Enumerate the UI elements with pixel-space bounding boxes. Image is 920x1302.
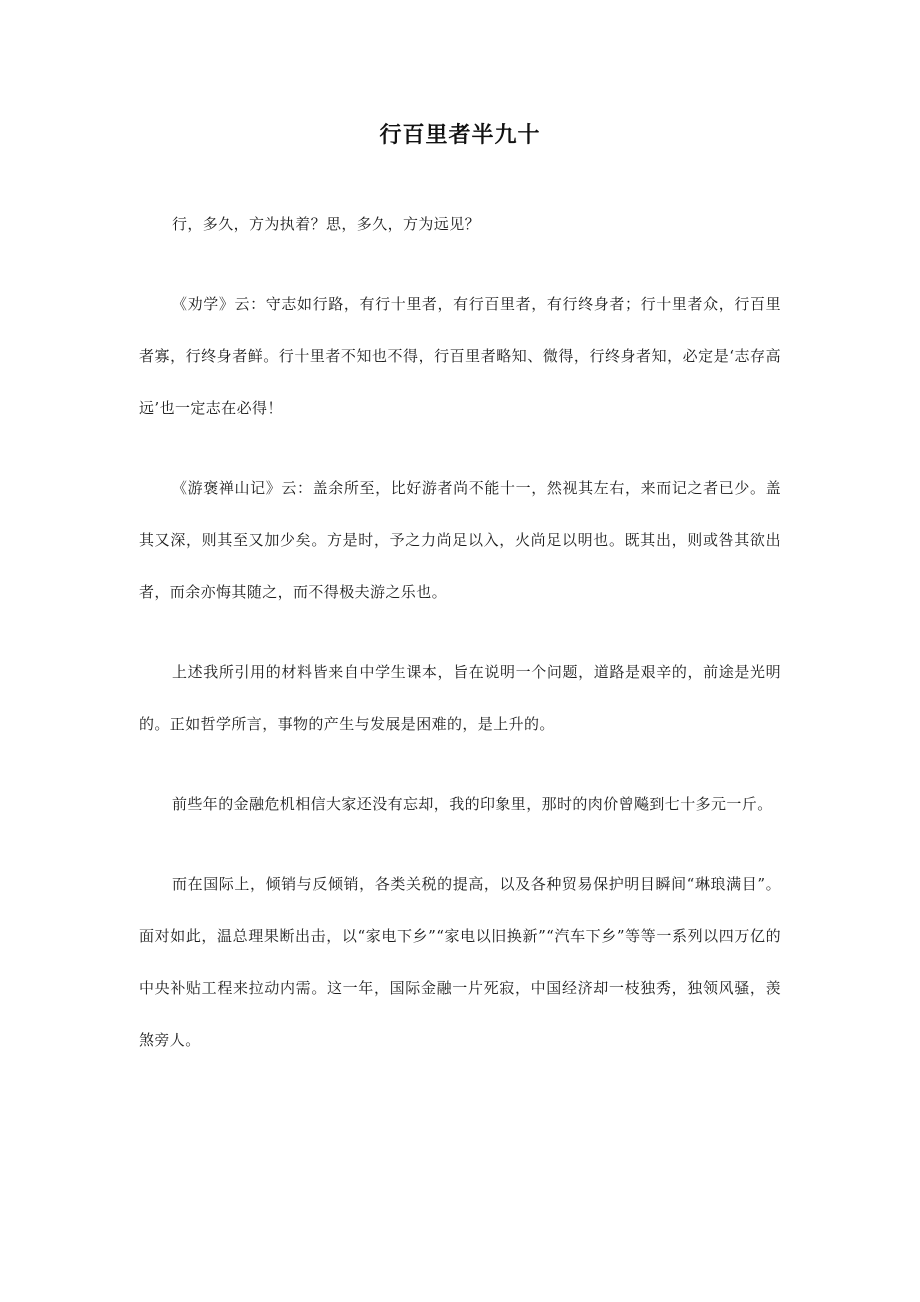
paragraph-spacer [139,618,781,646]
paragraph-4: 上述我所引用的材料皆来自中学生课本，旨在说明一个问题，道路是艰辛的，前途是光明的。正如哲学所言，事物的产生与发展是困难的，是上升的。 [139,663,781,733]
paragraph-spacer [139,830,781,858]
paragraph-2: 《劝学》云：守志如行路，有行十里者，有行百里者，有行终身者；行十里者众，行百里者寡，行终身者鲜。行十里者不知也不得，行百里者略知、微得，行终身者知，必定是‘志存高远’也一定志在必得！ [139,295,781,417]
document-body [139,198,781,1066]
paragraph-spacer [139,434,781,462]
document-title: 行百里者半九十 [379,123,541,148]
paragraph-spacer [139,250,781,278]
paragraph-spacer [139,750,781,778]
paragraph-6: 而在国际上，倾销与反倾销，各类关税的提高，以及各种贸易保护明目瞬间“琳琅满目”。面对如此，温总理果断出击，以“家电下乡”“家电以旧换新”“汽车下乡”等等一系列以四万亿的中央补贴工程来拉动内需。这一年，国际金融一片死寂，中国经济却一枝独秀，独领风骚，羡煞旁人。 [139,875,781,1049]
paragraph-5: 前些年的金融危机相信大家还没有忘却，我的印象里，那时的肉价曾飚到七十多元一斤。 [172,795,773,813]
paragraph-1: 行，多久，方为执着？思，多久，方为远见？ [172,215,481,233]
paragraph-3: 《游褒禅山记》云：盖余所至，比好游者尚不能十一，然视其左右，来而记之者已少。盖其又深，则其至又加少矣。方是时，予之力尚足以入，火尚足以明也。既其出，则或咎其欲出者，而余亦悔其随之，而不得极夫游之乐也。 [139,479,781,601]
